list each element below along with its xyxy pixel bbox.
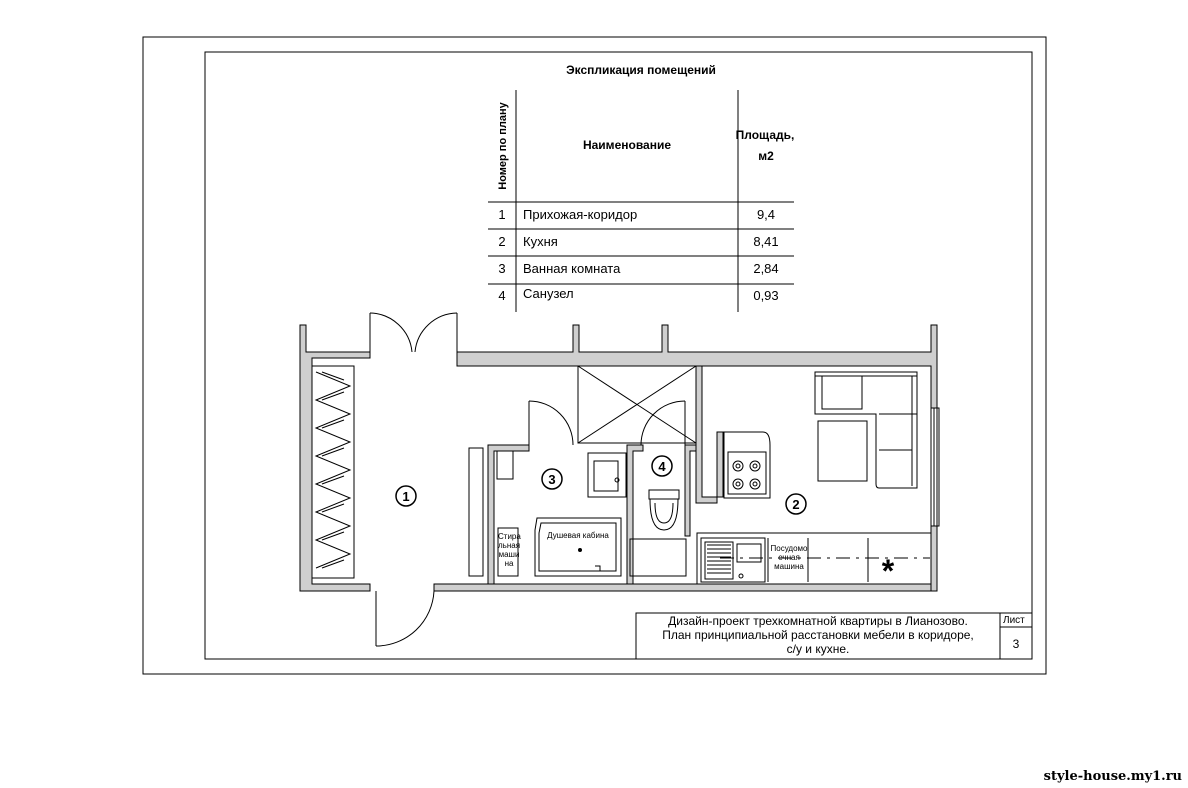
room-marker-4 <box>652 456 672 476</box>
toilet-door <box>641 401 685 445</box>
room-marker-1 <box>396 486 416 506</box>
room-marker-2-label: 2 <box>792 497 800 512</box>
shower-label: Душевая кабина <box>547 531 609 540</box>
washer-label: Стира льная маши на <box>498 532 521 568</box>
title-line-2: План принципиальной расстановки мебели в коридоре, <box>662 628 974 642</box>
row-3-name: Ванная комната <box>523 261 621 276</box>
row-4-number: 4 <box>498 288 506 303</box>
row-1-number: 1 <box>498 207 506 222</box>
sheet-number: 3 <box>1012 637 1020 651</box>
column-name-header: Наименование <box>582 138 672 152</box>
row-2-area: 8,41 <box>753 234 779 249</box>
ventilation-shaft <box>578 366 696 443</box>
title-line-1: Дизайн-проект трехкомнатной квартиры в Лианозово. <box>668 614 968 628</box>
row-4-area: 0,93 <box>753 288 779 303</box>
column-number-header: Номер по плану <box>497 102 509 190</box>
row-2-name: Кухня <box>523 234 558 249</box>
room-marker-1-label: 1 <box>402 489 410 504</box>
closet <box>312 366 354 578</box>
room-marker-3 <box>542 469 562 489</box>
row-1-name: Прихожая-коридор <box>523 207 638 222</box>
column-area-header-line1: Площадь, <box>735 128 795 142</box>
title-line-3: с/у и кухне. <box>786 642 850 656</box>
corridor-lower-door <box>376 591 434 646</box>
bathroom-door <box>529 401 573 445</box>
kitchen-asterisk: * <box>881 553 895 589</box>
explication-table-grid <box>488 90 794 312</box>
entry-door <box>370 313 457 358</box>
row-1-area: 9,4 <box>756 207 776 222</box>
explication-title: Экспликация помещений <box>566 63 716 77</box>
column-area-header-line2: м2 <box>758 149 774 163</box>
corridor-cabinet <box>469 448 483 576</box>
watermark: style-house.my1.ru <box>1043 769 1182 784</box>
dishwasher-label: Посудомо ечная машина <box>770 544 808 571</box>
room-marker-3-label: 3 <box>548 472 556 487</box>
room-marker-4-label: 4 <box>658 459 666 474</box>
walls <box>300 325 939 591</box>
row-3-area: 2,84 <box>753 261 779 276</box>
title-block-description <box>636 614 1000 656</box>
row-3-number: 3 <box>498 261 506 276</box>
kitchen-furniture <box>697 372 931 584</box>
row-4-name: Санузел <box>523 286 574 301</box>
room-marker-2 <box>786 494 806 514</box>
sheet-label: Лист <box>1003 615 1025 626</box>
toilet-fixtures <box>630 490 686 576</box>
row-2-number: 2 <box>498 234 506 249</box>
